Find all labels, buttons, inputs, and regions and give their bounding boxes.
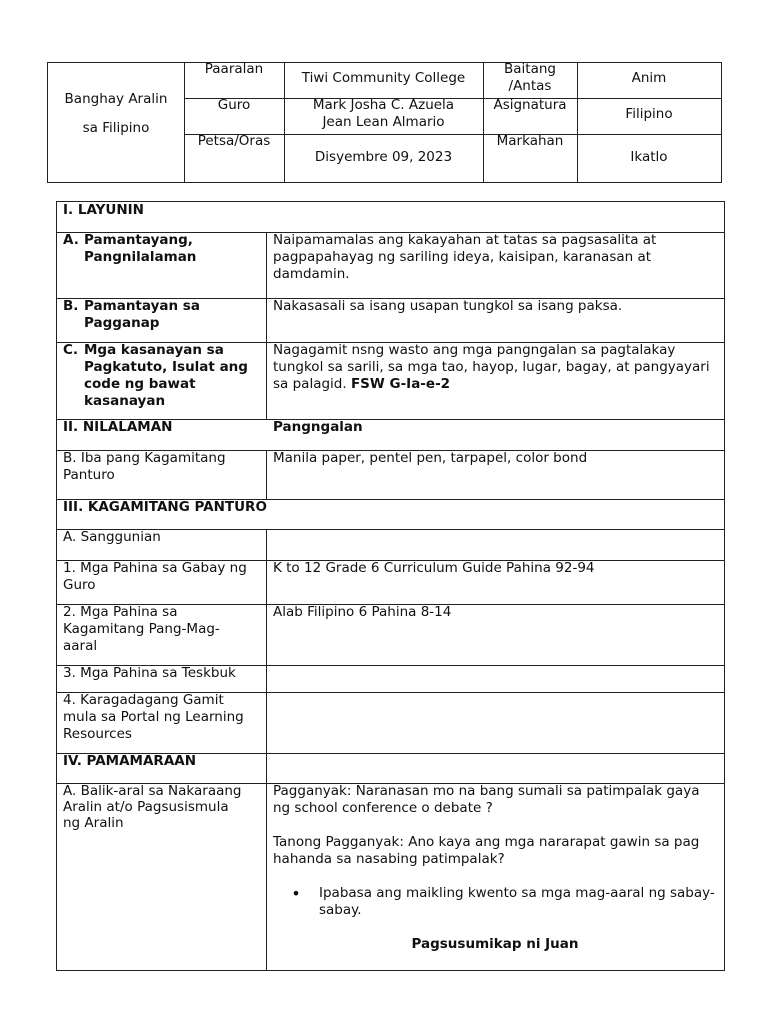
kasanayan-code: FSW G-Ia-e-2 — [350, 376, 451, 392]
section-kagamitang-panturo: III. KAGAMITANG PANTURO — [63, 499, 267, 515]
kasanayan-text: Mga kasanayan sa Pagkatuto, Isulat ang code ng bawat kasanayan — [84, 342, 248, 409]
gabay-label: 1. Mga Pahina sa Gabay ng Guro — [63, 560, 247, 593]
guro-value: Mark Josha C. Azuela Jean Lean Almario — [312, 97, 455, 130]
petsa-label: Petsa/Oras — [197, 133, 271, 149]
section-layunin: I. LAYUNIN — [63, 202, 144, 218]
karagdagang-gamit-label: 4. Karagadagang Gamit mula sa Portal ng Learning Resources — [63, 692, 244, 742]
paaralan-value: Tiwi Community College — [301, 70, 466, 86]
header-table — [47, 62, 722, 183]
list-item — [273, 885, 718, 919]
markahan-value: Ikatlo — [630, 149, 668, 165]
title-line-2: sa Filipino — [82, 120, 150, 136]
pagganap-value: Nakasasali sa isang usapan tungkol sa isang paksa. — [273, 298, 623, 314]
item-prefix-c: C. — [63, 342, 79, 358]
pamantayang-label — [63, 232, 263, 266]
kagamitang-mag-aaral-value: Alab Filipino 6 Pahina 8-14 — [273, 604, 452, 620]
tanong-pagganyak-text: Tanong Pagganyak: Ano kaya ang mga nararapat gawin sa pag hahanda sa nasabing patimpalak? — [273, 834, 700, 867]
lesson-table — [56, 201, 725, 971]
paaralan-label: Paaralan — [204, 61, 264, 77]
gabay-value: K to 12 Grade 6 Curriculum Guide Pahina 92-94 — [273, 560, 595, 576]
lesson-plan-title — [48, 91, 184, 137]
petsa-value: Disyembre 09, 2023 — [314, 149, 453, 165]
teskbuk-label: 3. Mga Pahina sa Teskbuk — [63, 665, 236, 681]
asignatura-value: Filipino — [625, 106, 673, 122]
bullet-text: Ipabasa ang maikling kwento sa mga mag-aaral ng sabay-sabay. — [319, 885, 715, 918]
balik-aral-label: A. Balik-aral sa Nakaraang Aralin at/o Pagsusismula ng Aralin — [63, 783, 242, 831]
pagganyak-text: Pagganyak: Naranasan mo na bang sumali sa patimpalak gaya ng school conference o debate ? — [273, 783, 700, 816]
baitang-label: Baitang /Antas — [504, 61, 556, 94]
section-nilalaman: II. NILALAMAN — [63, 419, 173, 435]
kagamitang-mag-aaral-label: 2. Mga Pahina sa Kagamitang Pang-Mag- aaral — [63, 604, 220, 654]
pagganap-label — [63, 298, 263, 332]
sanggunian-label: A. Sanggunian — [63, 529, 161, 545]
bullet-icon: • — [291, 884, 301, 903]
nilalaman-value: Pangngalan — [273, 419, 363, 435]
iba-kagamitan-value: Manila paper, pentel pen, tarpapel, color bond — [273, 450, 588, 466]
pamantayang-text: Pamantayang, Pangnilalaman — [84, 232, 197, 265]
item-prefix-b: B. — [63, 298, 79, 314]
story-title: Pagsusumikap ni Juan — [411, 936, 579, 952]
section-pamamaraan: IV. PAMAMARAAN — [63, 753, 197, 769]
iba-kagamitan-label: B. Iba pang Kagamitang Panturo — [63, 450, 226, 483]
kasanayan-description: Nagagamit nsng wasto ang mga pangngalan sa pagtalakay tungkol sa sarili, sa mga tao, hayop, lugar, bagay, at pangyayari sa palagid. — [273, 342, 710, 392]
item-prefix-a: A. — [63, 232, 79, 248]
baitang-value: Anim — [631, 70, 667, 86]
pagganap-text: Pamantayan sa Pagganap — [84, 298, 200, 331]
title-line-1: Banghay Aralin — [64, 91, 168, 107]
markahan-label: Markahan — [496, 133, 564, 149]
kasanayan-label — [63, 342, 263, 410]
guro-label: Guro — [217, 97, 251, 113]
asignatura-label: Asignatura — [493, 97, 567, 113]
pamantayang-value: Naipamamalas ang kakayahan at tatas sa pagsasalita at pagpapahayag ng sariling ideya, kaisipan, karanasan at damdamin. — [273, 232, 657, 282]
kasanayan-value — [273, 342, 718, 393]
